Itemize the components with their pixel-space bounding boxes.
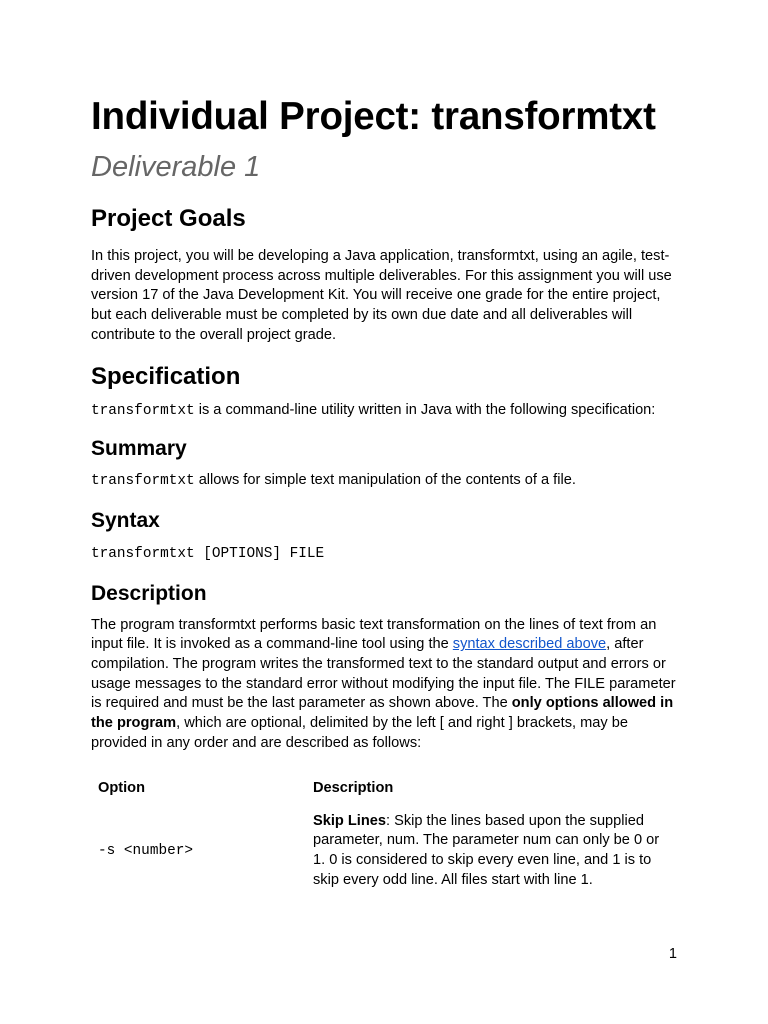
options-header-description: Description <box>313 779 394 796</box>
specification-text: is a command-line utility written in Java with the following specification: <box>194 401 656 418</box>
page-number: 1 <box>668 946 677 962</box>
summary-code: transformtxt <box>91 473 195 490</box>
options-header-option: Option <box>98 779 146 796</box>
specification-paragraph <box>91 401 681 422</box>
section-heading-specification: Specification <box>91 362 241 390</box>
section-heading-description: Description <box>91 581 207 605</box>
option-description-title: Skip Lines <box>313 812 386 829</box>
description-text-3: , which are optional, delimited by the left [ and right ] brackets, may be provided in any order and are described as follows: <box>91 715 628 751</box>
syntax-code: transformtxt <box>91 545 195 562</box>
description-text-1: The program transformtxt performs basic text transformation on the lines of text from an input file. It is invoked as a command-line tool using the <box>91 616 657 653</box>
document-page <box>91 92 681 896</box>
document-title: Individual Project: transformtxt <box>91 95 656 138</box>
document-subtitle: Deliverable 1 <box>91 151 261 183</box>
options-table-header-row <box>91 772 681 806</box>
specification-code: transformtxt <box>91 402 195 419</box>
option-description-cell <box>306 806 681 897</box>
option-description-body: : Skip the lines based upon the supplied parameter, num. The parameter num can only be 0 or 1. 0 is considered to skip every even line, and 1 is to skip every odd line. All files start with line 1. <box>313 812 660 888</box>
syntax-line <box>91 544 681 565</box>
section-heading-syntax: Syntax <box>91 508 160 532</box>
description-text-2: , after compilation. The program writes the transformed text to the standard output and errors or usage messages to the standard error without modifying the input file. The FILE parameter is required and must be the last parameter as shown above. The <box>91 636 676 712</box>
goals-paragraph: In this project, you will be developing a Java application, transformtxt, using an agile, test-driven development process across multiple deliverables. For this assignment you will use version 17 of the Java Development Kit. You will receive one grade for the entire project, but each deliverable must be completed by its own due date and all deliverables will contribute to the overall project grade. <box>91 248 672 343</box>
description-bold-text: only options allowed in the program <box>91 695 674 732</box>
section-heading-goals: Project Goals <box>91 205 246 232</box>
description-paragraph <box>91 616 681 754</box>
section-heading-summary: Summary <box>91 437 187 461</box>
syntax-args: [OPTIONS] FILE <box>194 545 325 562</box>
summary-text: allows for simple text manipulation of the contents of a file. <box>194 472 576 489</box>
option-cell <box>91 806 306 897</box>
table-row <box>91 806 681 897</box>
syntax-described-above-link[interactable]: syntax described above <box>452 636 607 653</box>
summary-paragraph <box>91 471 681 492</box>
option-flag: -s <number> <box>98 842 193 859</box>
options-table <box>91 772 681 897</box>
